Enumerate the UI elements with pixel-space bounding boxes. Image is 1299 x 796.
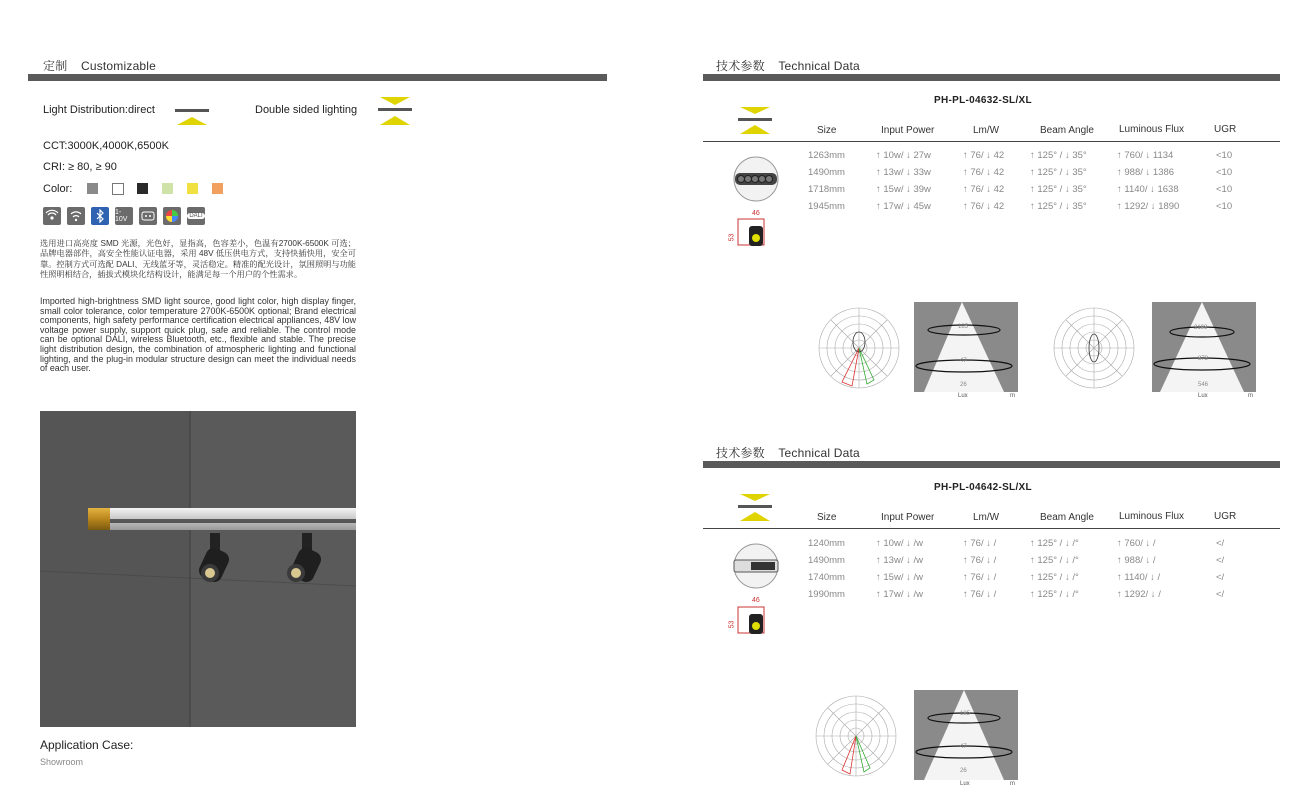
color-swatches bbox=[87, 183, 227, 195]
cone2-x-label: Lux bbox=[1198, 393, 1208, 398]
cell-power: ↑ 17w/ ↓ 45w bbox=[876, 201, 931, 212]
swatch-white bbox=[112, 183, 124, 195]
swatch-light-green bbox=[162, 183, 173, 194]
dim-height-1: 53 bbox=[728, 233, 736, 242]
dali-icon bbox=[187, 207, 205, 225]
swatch-grey bbox=[87, 183, 98, 194]
dim-width-1: 46 bbox=[752, 210, 760, 217]
col-size-1: Size bbox=[817, 125, 837, 136]
cell-power: ↑ 10w/ ↓ /w bbox=[876, 538, 923, 549]
cone3-value-1: 185 bbox=[960, 711, 971, 717]
cell-power: ↑ 15w/ ↓ 39w bbox=[876, 184, 931, 195]
cell-beam: ↑ 125° / ↓ 35° bbox=[1030, 150, 1087, 161]
cct-text: CCT:3000K,4000K,6500K bbox=[43, 140, 169, 152]
cell-power: ↑ 13w/ ↓ /w bbox=[876, 555, 923, 566]
cell-size: 1740mm bbox=[808, 572, 845, 583]
cell-beam: ↑ 125° / ↓ /° bbox=[1030, 589, 1079, 600]
cone3-value-2: 47 bbox=[960, 744, 967, 750]
cell-lmw: ↑ 76/ ↓ 42 bbox=[963, 201, 1005, 212]
cell-lmw: ↑ 76/ ↓ / bbox=[963, 572, 997, 583]
cri-text: CRI: ≥ 80, ≥ 90 bbox=[43, 161, 117, 173]
cell-lmw: ↑ 76/ ↓ / bbox=[963, 538, 997, 549]
cell-flux: ↑ 1140/ ↓ / bbox=[1117, 572, 1161, 583]
cell-flux: ↑ 1292/ ↓ 1890 bbox=[1117, 201, 1180, 212]
cell-lmw: ↑ 76/ ↓ / bbox=[963, 589, 997, 600]
cell-size: 1263mm bbox=[808, 150, 845, 161]
col-ugr-2: UGR bbox=[1214, 511, 1237, 522]
cell-flux: ↑ 1140/ ↓ 1638 bbox=[1117, 184, 1179, 195]
polar-diagram-1 bbox=[812, 302, 912, 398]
description-en: Imported high-brightness SMD light source, good light color, high display finger, small color tolerance, color temperature 2700K-6500K optional; Brand electrical components, high safety performance certification electrical appliances, 48V low voltage power supply, support quick plug, safe and reliable. The control mode can be optional DALI, wireless Bluetooth, etc., flexible and stable. The precise light distribution design, the combination of atmospheric lighting and functional lighting, and the plug-in modular structure design can meet the individual needs of each user. bbox=[40, 296, 356, 374]
dmx-icon bbox=[139, 207, 157, 225]
application-title: Application Case: bbox=[40, 738, 134, 752]
cell-flux: ↑ 760/ ↓ 1134 bbox=[1117, 150, 1174, 161]
cone2-value-3: 546 bbox=[1198, 382, 1209, 388]
tech-header-1 bbox=[716, 57, 860, 74]
cone3-x-label: Lux bbox=[960, 781, 970, 786]
model-name-1: PH-PL-04632-SL/XL bbox=[934, 95, 1032, 106]
header-zh: 定制 bbox=[43, 59, 68, 73]
cone2-value-1: 2198 bbox=[1194, 325, 1208, 331]
swatch-orange bbox=[212, 183, 223, 194]
cell-ugr: </ bbox=[1216, 538, 1225, 549]
cone-diagram-2 bbox=[1152, 302, 1256, 398]
cell-beam: ↑ 125° / ↓ 35° bbox=[1030, 184, 1087, 195]
dim-width-2: 46 bbox=[752, 597, 760, 604]
tech-header-2 bbox=[716, 444, 860, 461]
swatch-yellow bbox=[187, 183, 198, 194]
1-10v-icon: 1-10V bbox=[115, 207, 133, 225]
double-sided-light-icon bbox=[378, 96, 414, 128]
cell-beam: ↑ 125° / ↓ 35° bbox=[1030, 167, 1087, 178]
cone1-value-2: 47 bbox=[960, 358, 967, 364]
col-flux-1: Luminous Flux bbox=[1119, 124, 1185, 135]
cell-ugr: <10 bbox=[1216, 184, 1233, 195]
profile-section-image-1 bbox=[737, 218, 767, 248]
cell-flux: ↑ 760/ ↓ / bbox=[1117, 538, 1156, 549]
cell-beam: ↑ 125° / ↓ 35° bbox=[1030, 201, 1087, 212]
cone3-y-label: m bbox=[1010, 781, 1015, 786]
header-divider bbox=[28, 74, 607, 81]
cell-ugr: <10 bbox=[1216, 201, 1233, 212]
cell-size: 1490mm bbox=[808, 167, 845, 178]
cell-ugr: </ bbox=[1216, 572, 1225, 583]
cell-flux: ↑ 988/ ↓ / bbox=[1117, 555, 1156, 566]
cone1-value-1: 185 bbox=[958, 324, 969, 330]
cone-diagram-3 bbox=[914, 690, 1018, 786]
cell-lmw: ↑ 76/ ↓ / bbox=[963, 555, 997, 566]
cell-flux: ↑ 988/ ↓ 1386 bbox=[1117, 167, 1175, 178]
col-lmw-2: Lm/W bbox=[973, 512, 1000, 523]
col-ugr-1: UGR bbox=[1214, 124, 1237, 135]
wireless-icon bbox=[43, 207, 61, 225]
table-rule-1 bbox=[703, 141, 1280, 142]
double-sided-light-icon-1 bbox=[738, 106, 774, 136]
application-subtitle: Showroom bbox=[40, 757, 84, 767]
col-beam-2: Beam Angle bbox=[1040, 512, 1094, 523]
showroom-illustration bbox=[40, 411, 356, 727]
bluetooth-icon bbox=[91, 207, 109, 225]
tech-divider-2 bbox=[703, 461, 1280, 468]
cone1-value-3: 26 bbox=[960, 382, 967, 388]
tech-header-1-en: Technical Data bbox=[778, 59, 860, 73]
tech-header-2-zh: 技术参数 bbox=[716, 446, 765, 460]
cone1-x-label: Lux bbox=[958, 393, 968, 398]
application-photo bbox=[40, 411, 356, 727]
rgb-icon bbox=[163, 207, 181, 225]
col-power-1: Input Power bbox=[881, 125, 935, 136]
double-sided-light-icon-2 bbox=[738, 493, 774, 523]
model-name-2: PH-PL-04642-SL/XL bbox=[934, 482, 1032, 493]
cell-size: 1240mm bbox=[808, 538, 845, 549]
double-sided-label: Double sided lighting bbox=[255, 104, 358, 116]
cone3-value-3: 26 bbox=[960, 768, 967, 774]
cone-diagram-1 bbox=[914, 302, 1018, 398]
control-icons-row bbox=[43, 207, 213, 227]
cell-beam: ↑ 125° / ↓ /° bbox=[1030, 538, 1079, 549]
light-distribution-label: Light Distribution:direct bbox=[43, 104, 155, 116]
polar-diagram-2 bbox=[1047, 302, 1147, 398]
description-zh: 选用进口高亮度 SMD 光源，光色好，显指高，色容差小，色温有2700K-6500K 可选；品牌电器部件，高安全性能认证电器，采用 48V 低压供电方式，支持快插快用，安全可靠。控制方式可选配 DALI、无线蓝牙等，灵活稳定。精准的配光设计，氛围照明与功能性照明相结合，插拔式模块化结构设计，能满足每一个用户的个性需求。 bbox=[40, 239, 356, 280]
direct-light-icon bbox=[175, 105, 211, 127]
cell-size: 1490mm bbox=[808, 555, 845, 566]
tech-header-2-en: Technical Data bbox=[778, 446, 860, 460]
left-section-header bbox=[43, 57, 156, 74]
header-en: Customizable bbox=[80, 59, 157, 73]
profile-section-image-2 bbox=[737, 606, 767, 636]
col-flux-2: Luminous Flux bbox=[1119, 511, 1185, 522]
cell-power: ↑ 13w/ ↓ 33w bbox=[876, 167, 931, 178]
col-beam-1: Beam Angle bbox=[1040, 125, 1094, 136]
cell-power: ↑ 17w/ ↓ /w bbox=[876, 589, 923, 600]
cell-flux: ↑ 1292/ ↓ / bbox=[1117, 589, 1161, 600]
col-size-2: Size bbox=[817, 512, 837, 523]
cell-ugr: <10 bbox=[1216, 167, 1233, 178]
wifi-icon bbox=[67, 207, 85, 225]
cell-power: ↑ 15w/ ↓ /w bbox=[876, 572, 923, 583]
cell-lmw: ↑ 76/ ↓ 42 bbox=[963, 184, 1005, 195]
cone1-y-label: m bbox=[1010, 393, 1015, 398]
cell-size: 1718mm bbox=[808, 184, 845, 195]
product-front-image-1 bbox=[733, 156, 779, 202]
cell-ugr: </ bbox=[1216, 555, 1225, 566]
cell-lmw: ↑ 76/ ↓ 42 bbox=[963, 150, 1005, 161]
tech-divider-1 bbox=[703, 74, 1280, 81]
cell-lmw: ↑ 76/ ↓ 42 bbox=[963, 167, 1005, 178]
cell-beam: ↑ 125° / ↓ /° bbox=[1030, 572, 1079, 583]
dali-icon-text: DALI bbox=[189, 213, 203, 219]
cell-beam: ↑ 125° / ↓ /° bbox=[1030, 555, 1079, 566]
col-power-2: Input Power bbox=[881, 512, 935, 523]
polar-diagram-3 bbox=[806, 690, 906, 786]
cell-ugr: </ bbox=[1216, 589, 1225, 600]
table-rule-2 bbox=[703, 528, 1280, 529]
cone2-y-label: m bbox=[1248, 393, 1253, 398]
swatch-black bbox=[137, 183, 148, 194]
cell-size: 1990mm bbox=[808, 589, 845, 600]
col-lmw-1: Lm/W bbox=[973, 125, 1000, 136]
cell-size: 1945mm bbox=[808, 201, 845, 212]
tech-header-1-zh: 技术参数 bbox=[716, 59, 765, 73]
cell-ugr: <10 bbox=[1216, 150, 1233, 161]
cone2-value-2: 873 bbox=[1198, 356, 1209, 362]
color-label: Color: bbox=[43, 183, 73, 195]
dim-height-2: 53 bbox=[728, 620, 736, 629]
product-front-image-2 bbox=[733, 543, 779, 589]
cell-power: ↑ 10w/ ↓ 27w bbox=[876, 150, 931, 161]
